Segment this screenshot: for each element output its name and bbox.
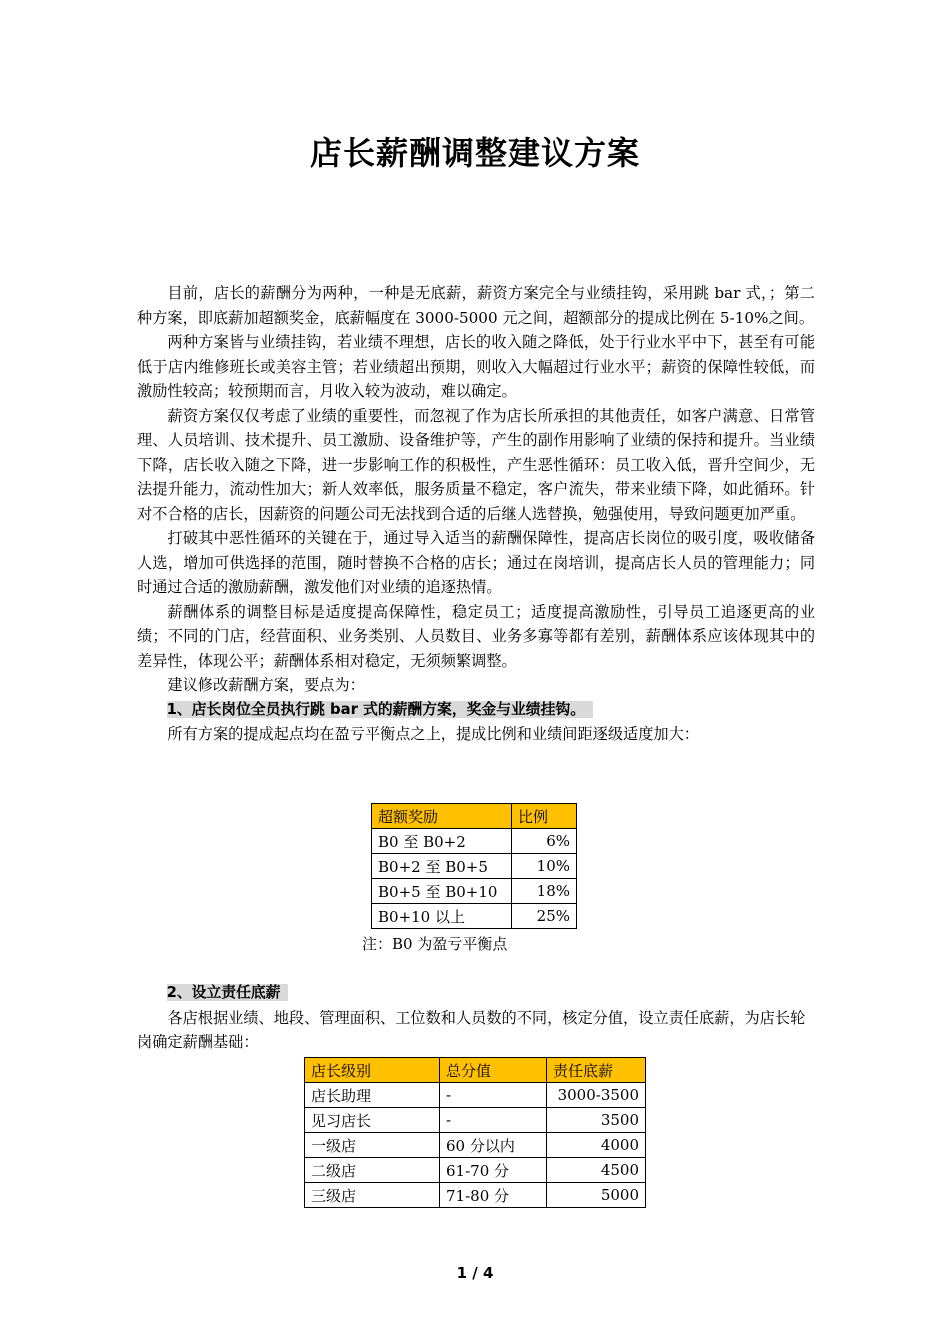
table-row bbox=[305, 1158, 646, 1183]
table-header-cell: 比例 bbox=[512, 804, 577, 829]
table-cell: 5000 bbox=[547, 1183, 646, 1208]
body-text bbox=[137, 281, 815, 747]
table-header-cell: 店长级别 bbox=[305, 1058, 440, 1083]
table-cell: B0+2 至 B0+5 bbox=[372, 854, 512, 879]
table-row bbox=[372, 854, 577, 879]
table-cell: B0+10 以上 bbox=[372, 904, 512, 929]
paragraph: 两种方案皆与业绩挂钩，若业绩不理想，店长的收入随之降低，处于行业水平中下，甚至有可能低于店内维修班长或美容主管；若业绩超出预期，则收入大幅超过行业水平；薪资的保障性较低，而激励性较高；较预期而言，月收入较为波动，难以确定。 bbox=[137, 333, 815, 400]
paragraph: 打破其中恶性循环的关键在于，通过导入适当的薪酬保障性，提高店长岗位的吸引度，吸收储备人选，增加可供选择的范围，随时替换不合格的店长；通过在岗培训，提高店长人员的管理能力；同时通过合适的激励薪酬，激发他们对业绩的追逐热情。 bbox=[137, 529, 815, 596]
section-2-heading: 2、设立责任底薪 bbox=[137, 981, 815, 1006]
bonus-rate-table bbox=[371, 803, 577, 929]
table-cell: B0+5 至 B0+10 bbox=[372, 879, 512, 904]
table-cell: 61-70 分 bbox=[440, 1158, 547, 1183]
table-cell: 一级店 bbox=[305, 1133, 440, 1158]
table-cell: 3000-3500 bbox=[547, 1083, 646, 1108]
table-header-cell: 超额奖励 bbox=[372, 804, 512, 829]
table-cell: 60 分以内 bbox=[440, 1133, 547, 1158]
base-salary-table bbox=[304, 1057, 646, 1208]
section-1-intro: 所有方案的提成起点均在盈亏平衡点之上，提成比例和业绩间距逐级适度加大： bbox=[167, 725, 699, 743]
table-cell: 见习店长 bbox=[305, 1108, 440, 1133]
table-cell: - bbox=[440, 1108, 547, 1133]
table-header-cell: 责任底薪 bbox=[547, 1058, 646, 1083]
table-row bbox=[372, 879, 577, 904]
paragraph: 薪资方案仅仅考虑了业绩的重要性，而忽视了作为店长所承担的其他责任，如客户满意、日常管理、人员培训、技术提升、员工激励、设备维护等，产生的副作用影响了业绩的保持和提升。当业绩下降，店长收入随之下降，进一步影响工作的积极性，产生恶性循环：员工收入低，晋升空间少，无法提升能力，流动性加大；新人效率低，服务质量不稳定，客户流失，带来业绩下降，如此循环。针对不合格的店长，因薪资的问题公司无法找到合适的后继人选替换，勉强使用，导致问题更加严重。 bbox=[137, 406, 815, 523]
table-cell: 二级店 bbox=[305, 1158, 440, 1183]
table-cell: 6% bbox=[512, 829, 577, 854]
table-cell: 25% bbox=[512, 904, 577, 929]
paragraph: 目前，店长的薪酬分为两种，一种是无底薪，薪资方案完全与业绩挂钩，采用跳 bar 式，；第二种方案，即底薪加超额奖金，底薪幅度在 3000-5000 元之间，超额部分的提成比例在 5-10%之间。 bbox=[137, 284, 815, 327]
table-header-row bbox=[372, 804, 577, 829]
table-cell: - bbox=[440, 1083, 547, 1108]
table-row bbox=[372, 829, 577, 854]
table-cell: 71-80 分 bbox=[440, 1183, 547, 1208]
table-row bbox=[305, 1183, 646, 1208]
page-title: 店长薪酬调整建议方案 bbox=[309, 134, 640, 172]
table-row bbox=[372, 904, 577, 929]
paragraph: 薪酬体系的调整目标是适度提高保障性，稳定员工；适度提高激励性，引导员工追逐更高的业绩；不同的门店，经营面积、业务类别、人员数目、业务多寡等都有差别，薪酬体系应该体现其中的差异性，体现公平；薪酬体系相对稳定，无须频繁调整。 bbox=[137, 602, 815, 670]
table-row bbox=[305, 1133, 646, 1158]
section-2 bbox=[137, 981, 815, 1055]
table-cell: 3500 bbox=[547, 1108, 646, 1133]
table-row bbox=[305, 1083, 646, 1108]
table-cell: 店长助理 bbox=[305, 1083, 440, 1108]
table-cell: 10% bbox=[512, 854, 577, 879]
table-note: 注：B0 为盈亏平衡点 bbox=[362, 935, 508, 953]
page-number: 1 / 4 bbox=[456, 1264, 494, 1282]
table-header-row bbox=[305, 1058, 646, 1083]
section-1-heading: 1、店长岗位全员执行跳 bar 式的薪酬方案，奖金与业绩挂钩。 bbox=[137, 698, 815, 723]
table-cell: 4500 bbox=[547, 1158, 646, 1183]
table-cell: 三级店 bbox=[305, 1183, 440, 1208]
table-cell: B0 至 B0+2 bbox=[372, 829, 512, 854]
table-header-cell: 总分值 bbox=[440, 1058, 547, 1083]
table-cell: 18% bbox=[512, 879, 577, 904]
table-cell: 4000 bbox=[547, 1133, 646, 1158]
section-2-intro: 各店根据业绩、地段、管理面积、工位数和人员数的不同，核定分值，设立责任底薪，为店长轮岗确定薪酬基础： bbox=[137, 1008, 806, 1051]
table-row bbox=[305, 1108, 646, 1133]
paragraph: 建议修改薪酬方案，要点为： bbox=[167, 676, 365, 694]
